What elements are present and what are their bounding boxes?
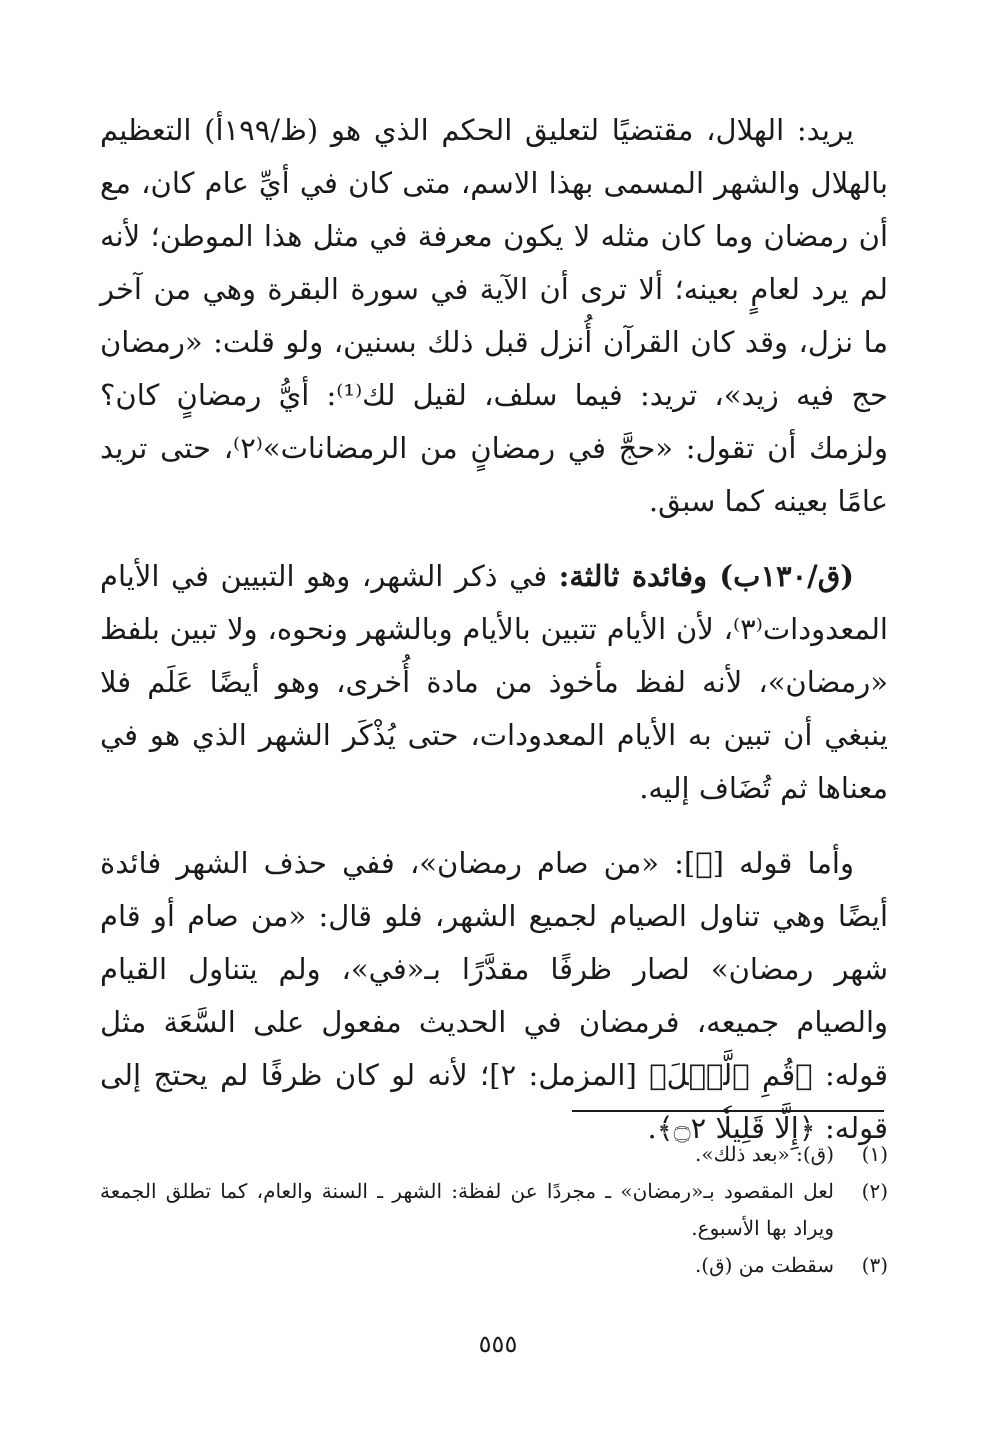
- footnote-3: [100, 1247, 888, 1284]
- paragraph-3-text: وأما قوله [ﷺ]: «من صام رمضان»، ففي حذف الشهر فائدة أيضًا وهي تناول الصيام لجميع الشهر، فلو قال: «من صام أو قام شهر رمضان» لصار ظرفًا مقدَّرًا بـ«في»، ولم يتناول القيام والصيام جميعه، فرمضان في الحديث مفعول على السَّعَة مثل قوله: ﴿قُمِ ٱلَّيۡلَ﴾ [المزمل: ٢]؛ لأنه لو كان ظرفًا لم يحتج إلى قوله: ﴿إِلَّا قَلِيلٗا ۝٢﴾.: [100, 846, 888, 1145]
- footnote-text: (ق): «بعد ذلك».: [695, 1142, 834, 1166]
- main-text-block: [100, 104, 888, 1177]
- footnote-number: (١): [861, 1142, 888, 1166]
- footnote-separator: [572, 1110, 884, 1112]
- footnote-2: [100, 1173, 888, 1247]
- footnote-text: سقطت من (ق).: [694, 1253, 834, 1277]
- paragraph-1: [100, 104, 888, 528]
- footnote-number: (٣): [861, 1253, 888, 1277]
- footnotes: [100, 1136, 888, 1284]
- page-number: ٥٥٥: [478, 1330, 518, 1358]
- paragraph-2-text: في ذكر الشهر، وهو التبيين في الأيام المعدودات⁽٣⁾، لأن الأيام تتبين بالأيام وبالشهر ونحوه، ولا تبين بلفظ «رمضان»، لأنه لفظ مأخوذ من مادة أُخرى، وهو أيضًا عَلَم فلا ينبغي أن تبين به الأيام المعدودات، حتى يُذْكَر الشهر الذي هو في معناها ثم تُضَاف إليه.: [100, 559, 888, 805]
- footnote-text: لعل المقصود بـ«رمضان» ـ مجردًا عن لفظة: الشهر ـ السنة والعام، كما تطلق الجمعة ويراد بها الأسبوع.: [100, 1179, 834, 1240]
- paragraph-2-lead: (ق/١٣٠ب) وفائدة ثالثة:: [558, 559, 854, 593]
- paragraph-3: [100, 837, 888, 1155]
- paragraph-2: [100, 550, 888, 815]
- footnote-1: [100, 1136, 888, 1173]
- footnote-number: (٢): [861, 1179, 888, 1203]
- paragraph-1-text: يريد: الهلال، مقتضيًا لتعليق الحكم الذي هو (ظ/١٩٩أ) التعظيم بالهلال والشهر المسمى بهذا الاسم، متى كان في أيِّ عام كان، مع أن رمضان وما كان مثله لا يكون معرفة في مثل هذا الموطن؛ لأنه لم يرد لعامٍ بعينه؛ ألا ترى أن الآية في سورة البقرة وهي من آخر ما نزل، وقد كان القرآن أُنزل قبل ذلك بسنين، ولو قلت: «رمضان حج فيه زيد»، تريد: فيما سلف، لقيل لك⁽¹⁾: أيُّ رمضانٍ كان؟ ولزمك أن تقول: «حجَّ في رمضانٍ من الرمضانات»⁽٢⁾، حتى تريد عامًا بعينه كما سبق.: [100, 113, 888, 518]
